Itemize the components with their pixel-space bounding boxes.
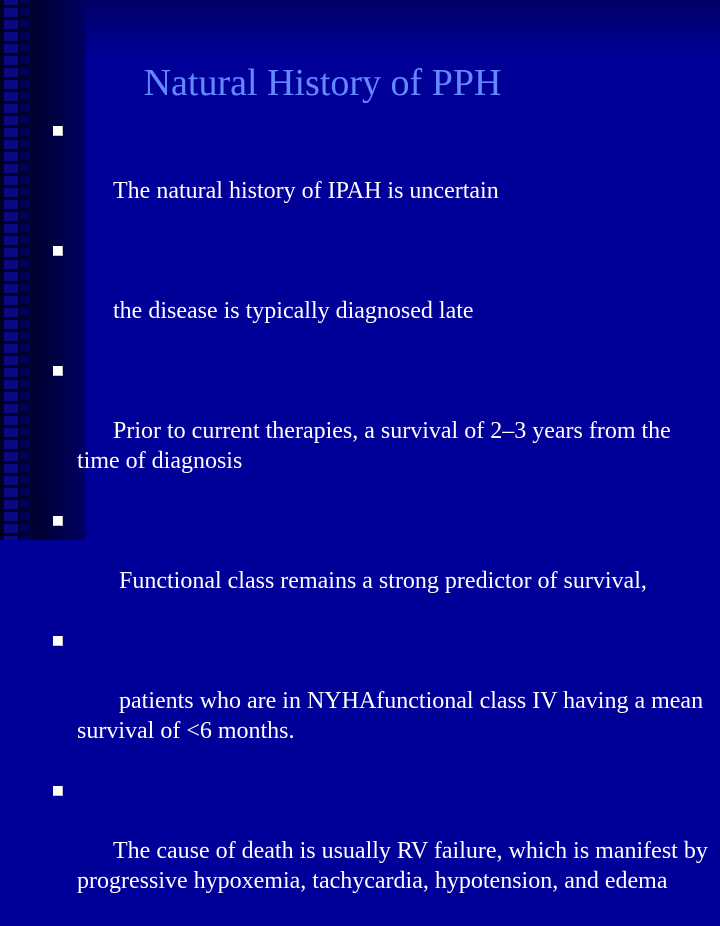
bullet-text: patients who are in NYHAfunctional class IV having a mean survival of <6 months. (77, 688, 710, 744)
bullet-item (50, 506, 710, 626)
slide-title: Natural History of PPH (143, 62, 502, 104)
bullet-list (50, 116, 714, 926)
bullet-text: Functional class remains a strong predictor of survival, (113, 568, 647, 594)
top-decorative-band (86, 0, 720, 60)
bullet-text: Prior to current therapies, a survival of 2–3 years from the time of diagnosis (77, 418, 677, 474)
square-bullet-icon (53, 516, 63, 526)
bullet-text: The cause of death is usually RV failure, which is manifest by progressive hypoxemia, tachycardia, hypotension, and edema (77, 838, 714, 894)
square-bullet-icon (53, 786, 63, 796)
bullet-item (50, 116, 710, 236)
bullet-item (50, 236, 710, 356)
bullet-item (50, 776, 714, 926)
bullet-text: the disease is typically diagnosed late (113, 298, 474, 324)
square-bullet-icon (53, 366, 63, 376)
bullet-item (50, 356, 710, 506)
bullet-text: The natural history of IPAH is uncertain (113, 178, 499, 204)
square-bullet-icon (53, 636, 63, 646)
square-bullet-icon (53, 246, 63, 256)
square-bullet-icon (53, 126, 63, 136)
bullet-item (50, 626, 710, 776)
